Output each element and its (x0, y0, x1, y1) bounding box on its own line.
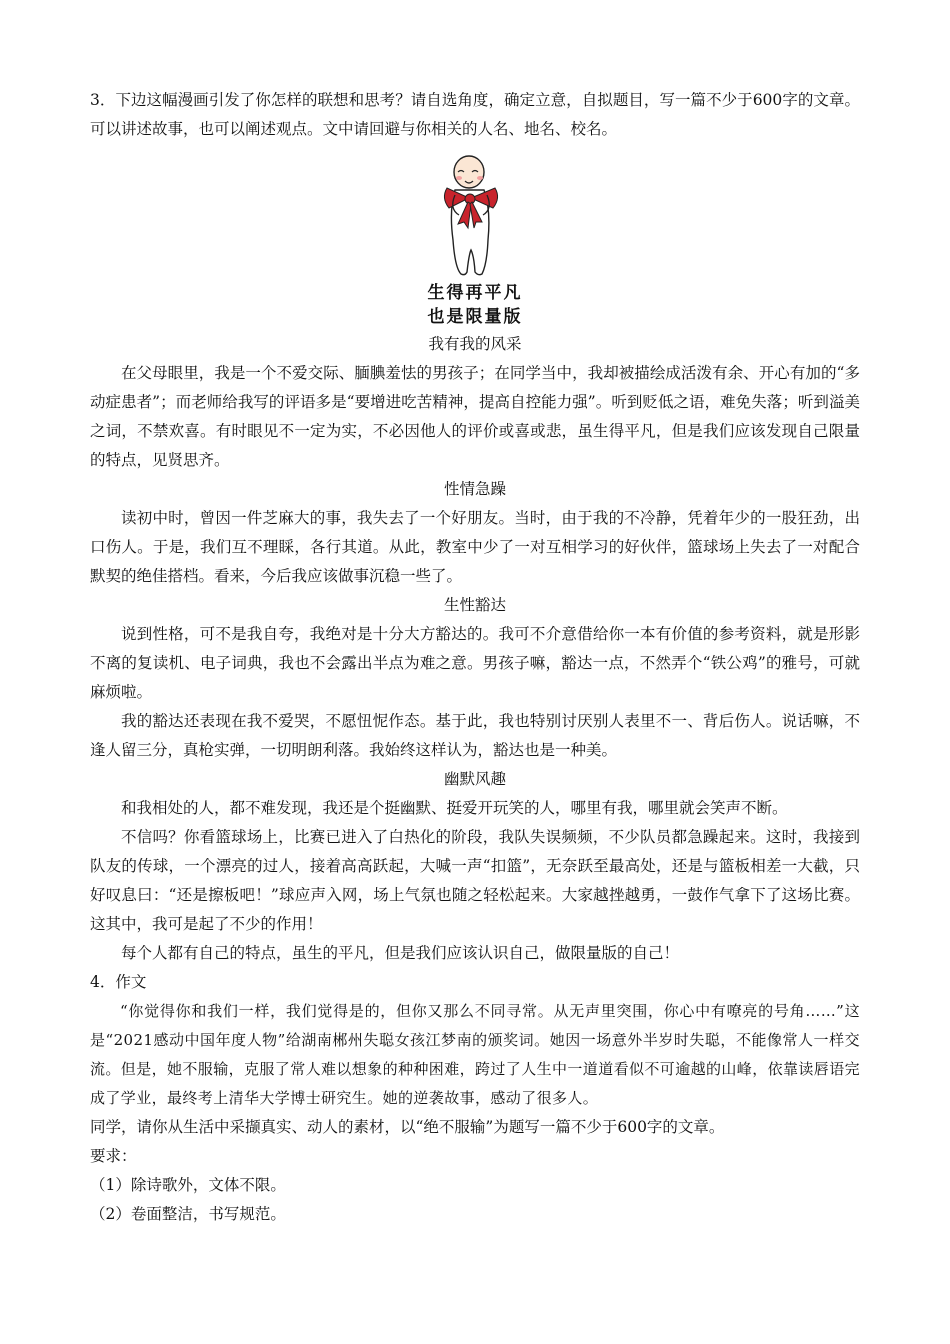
requirement-1: （1）除诗歌外，文体不限。 (90, 1176, 286, 1194)
section-1-title: 性情急躁 (443, 480, 506, 498)
section-2-text-2: 我的豁达还表现在我不爱哭，不愿忸怩作态。基于此，我也特别讨厌别人表里不一、背后伤人。说话嘛，不逢人留三分，真枪实弹，一切明朗利落。我始终这样认为，豁达也是一种美。 (90, 712, 860, 759)
section-1-text: 读初中时，曾因一件芝麻大的事，我失去了一个好朋友。当时，由于我的不冷静，凭着年少的一股狂劲，出口伤人。于是，我们互不理睬，各行其道。从此，教室中少了一对互相学习的好伙伴，篮球场上失去了一对配合默契的绝佳搭档。看来，今后我应该做事沉稳一些了。 (90, 509, 860, 585)
requirement-2: （2）卷面整洁，书写规范。 (90, 1205, 286, 1223)
section-2-text-1: 说到性格，可不是我自夸，我绝对是十分大方豁达的。我可不介意借给你一本有价值的参考资料，就是形影不离的复读机、电子词典，我也不会露出半点为难之意。男孩子嘛，豁达一点，不然弄个“铁公鸡”的雅号，可就麻烦啦。 (90, 625, 860, 701)
section-3-text-1: 和我相处的人，都不难发现，我还是个挺幽默、挺爱开玩笑的人，哪里有我，哪里就会笑声不断。 (121, 799, 788, 817)
comic-illustration (425, 150, 525, 280)
essay-intro: 在父母眼里，我是一个不爱交际、腼腆羞怯的男孩子；在同学当中，我却被描绘成活泼有余、开心有加的“多动症患者”；而老师给我写的评语多是“要增进吃苦精神，提高自控能力强”。听到贬低之语，难免失落；听到溢美之词，不禁欢喜。有时眼见不一定为实，不必因他人的评价或喜或悲，虽生得平凡，但是我们应该发现自己限量的特点，见贤思齐。 (90, 364, 860, 469)
requirements-label: 要求： (90, 1147, 137, 1165)
section-2-title: 生性豁达 (443, 596, 506, 614)
document-page (90, 86, 860, 1229)
question-4-material: “你觉得你和我们一样，我们觉得是的，但你又那么不同寻常。从无声里突围，你心中有嘹亮的号角……”这是“2021感动中国年度人物”给湖南郴州失聪女孩江梦南的颁奖词。她因一场意外半岁时失聪，不能像常人一样交流。但是，她不服输，克服了常人难以想象的种种困难，跨过了人生中一道道看似不可逾越的山峰，依靠读唇语完成了学业，最终考上清华大学博士研究生。她的逆袭故事，感动了很多人。 (90, 1002, 861, 1107)
question-4-heading: 4．作文 (90, 973, 147, 991)
comic-caption-line2: 也是限量版 (427, 307, 523, 327)
section-3-title: 幽默风趣 (443, 770, 506, 788)
essay-title: 我有我的风采 (428, 335, 522, 353)
comic-caption-line1: 生得再平凡 (427, 283, 523, 303)
essay-conclusion: 每个人都有自己的特点，虽生的平凡，但是我们应该认识自己，做限量版的自己！ (121, 944, 680, 962)
question-4-task: 同学，请你从生活中采撷真实、动人的素材，以“绝不服输”为题写一篇不少于600字的文章。 (90, 1118, 725, 1136)
question-3-prompt: 3．下边这幅漫画引发了你怎样的联想和思考？请自选角度，确定立意，自拟题目，写一篇不少于600字的文章。可以讲述故事，也可以阐述观点。文中请回避与你相关的人名、地名、校名。 (90, 91, 860, 138)
section-3-text-2: 不信吗？你看篮球场上，比赛已进入了白热化的阶段，我队失误频频，不少队员都急躁起来。这时，我接到队友的传球，一个漂亮的过人，接着高高跃起，大喊一声“扣篮”，无奈跃至最高处，还是与篮板相差一大截，只好叹息曰：“还是擦板吧！”球应声入网，场上气氛也随之轻松起来。大家越挫越勇，一鼓作气拿下了这场比赛。这其中，我可是起了不少的作用！ (90, 828, 860, 933)
